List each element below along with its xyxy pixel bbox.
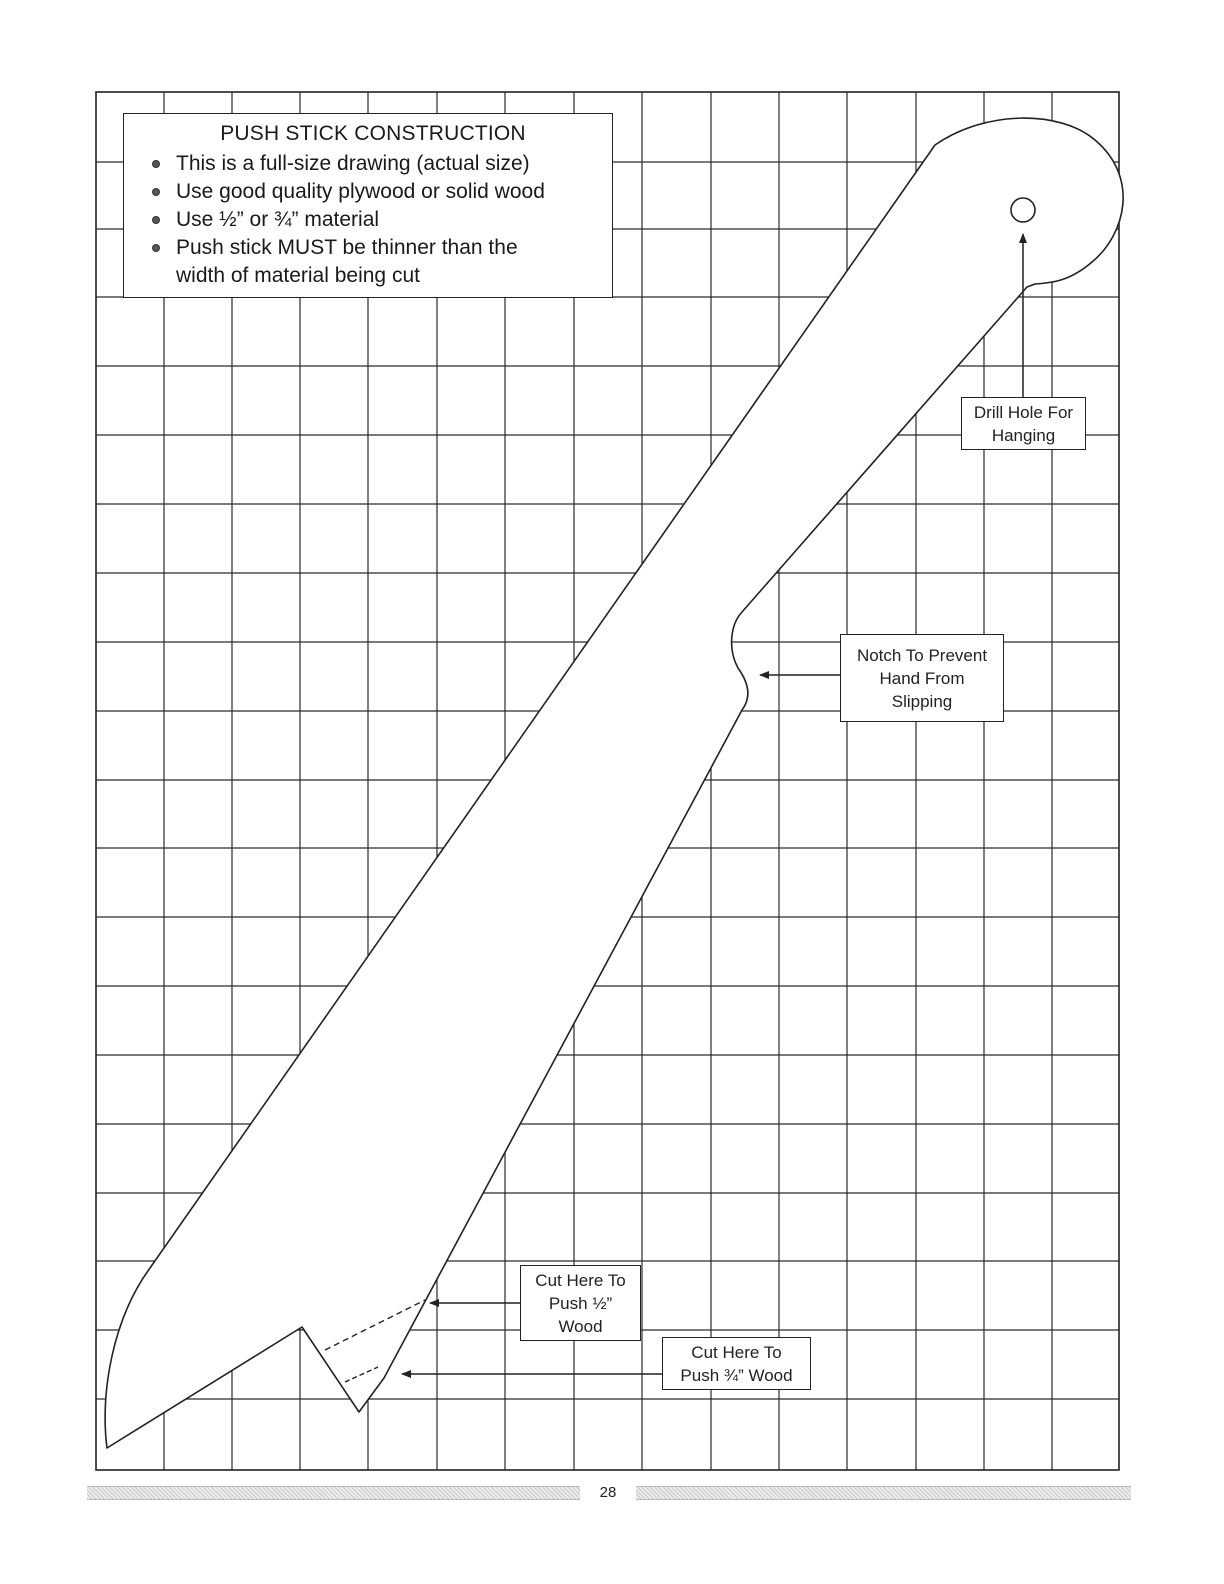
- page-number: 28: [599, 1484, 617, 1501]
- cut-three-quarter-inch-callout: [662, 1337, 811, 1390]
- bullet-icon: [152, 188, 160, 196]
- hanging-hole: [1011, 198, 1035, 222]
- instruction-text: width of material being cut: [176, 264, 420, 287]
- page-title: PUSH STICK CONSTRUCTION: [220, 122, 526, 145]
- callout-line: Hanging: [991, 425, 1056, 445]
- footer-rule-right: [636, 1486, 1131, 1500]
- bullet-icon: [152, 244, 160, 252]
- bullet-icon: [152, 216, 160, 224]
- callout-line: Cut Here To: [691, 1342, 782, 1362]
- footer-rule-left: [87, 1486, 580, 1500]
- bullet-icon: [152, 160, 160, 168]
- notch-callout: [840, 634, 1004, 722]
- instruction-item: [136, 178, 602, 206]
- callout-line: Push ½”: [548, 1293, 613, 1313]
- instructions-list: [136, 150, 602, 290]
- callout-line: Push ¾” Wood: [680, 1365, 793, 1385]
- instruction-item: [136, 150, 602, 178]
- instruction-text: Push stick MUST be thinner than the: [176, 236, 518, 259]
- callout-line: Cut Here To: [535, 1270, 626, 1290]
- instruction-item-continued: [136, 262, 602, 290]
- instructions-box: [123, 113, 613, 298]
- instruction-text: Use good quality plywood or solid wood: [176, 180, 545, 203]
- callout-line: Slipping: [891, 691, 953, 711]
- callout-line: Hand From: [879, 668, 965, 688]
- callout-line: Drill Hole For: [973, 402, 1074, 422]
- instruction-text: This is a full-size drawing (actual size): [176, 152, 530, 175]
- drill-hole-callout: [961, 397, 1086, 450]
- push-stick-outline: [105, 118, 1123, 1448]
- instruction-item: [136, 234, 602, 262]
- instruction-item: [136, 206, 602, 234]
- callout-line: Notch To Prevent: [856, 645, 988, 665]
- callout-line: Wood: [558, 1316, 603, 1336]
- cut-half-inch-callout: [520, 1265, 641, 1341]
- instruction-text: Use ½” or ¾” material: [176, 208, 380, 231]
